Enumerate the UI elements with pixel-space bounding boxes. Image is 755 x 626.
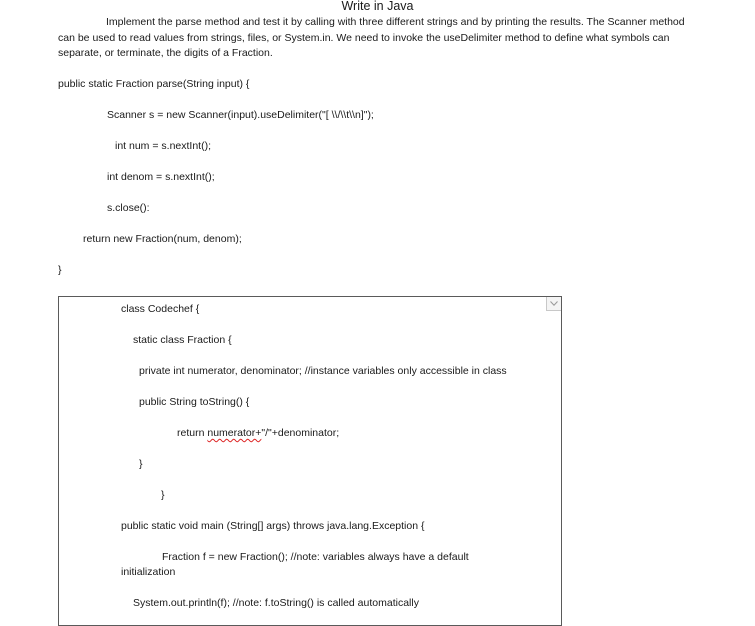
num-line: int num = s.nextInt(); (115, 140, 211, 152)
static-class-line: static class Fraction { (133, 334, 232, 346)
textbox-dropdown-button[interactable] (546, 297, 561, 311)
class-codechef-line: class Codechef { (121, 303, 200, 315)
parse-closing-brace: } (58, 264, 62, 276)
outer-closing-brace: } (161, 489, 165, 501)
instructions-text: Implement the parse method and test it by calling with three different strings and by printing the results. The Scanner method can be used to read values from strings, files, or System.in. We need to invoke the useDelimiter method to define what symbols can separate, or terminate, the digits of a Fraction. (58, 16, 685, 59)
main-method-signature: public static void main (String[] args) throws java.lang.Exception { (121, 520, 425, 532)
tostring-return-line (177, 427, 339, 439)
fraction-init-continuation: initialization (121, 566, 176, 578)
tostring-signature: public String toString() { (139, 396, 250, 408)
parse-method-signature: public static Fraction parse(String input) { (58, 78, 250, 90)
inner-closing-brace: } (139, 458, 143, 470)
chevron-down-icon (550, 301, 558, 306)
close-line: s.close(): (107, 202, 150, 214)
instructions-paragraph (58, 15, 698, 62)
return-keyword: return (177, 427, 208, 439)
return-line: return new Fraction(num, denom); (83, 233, 242, 245)
scanner-line: Scanner s = new Scanner(input).useDelimiter("[ \\/\\t\\n]"); (107, 109, 374, 121)
page-title: Write in Java (341, 0, 414, 13)
fields-line: private int numerator, denominator; //instance variables only accessible in class (139, 365, 507, 377)
println-line: System.out.println(f); //note: f.toString() is called automatically (133, 597, 419, 609)
spellcheck-flagged-word[interactable]: numerator+ (207, 427, 262, 439)
fraction-init-line: Fraction f = new Fraction(); //note: variables always have a default (162, 551, 469, 563)
denom-line: int denom = s.nextInt(); (107, 171, 215, 183)
return-expression: "/"+denominator; (261, 427, 340, 439)
